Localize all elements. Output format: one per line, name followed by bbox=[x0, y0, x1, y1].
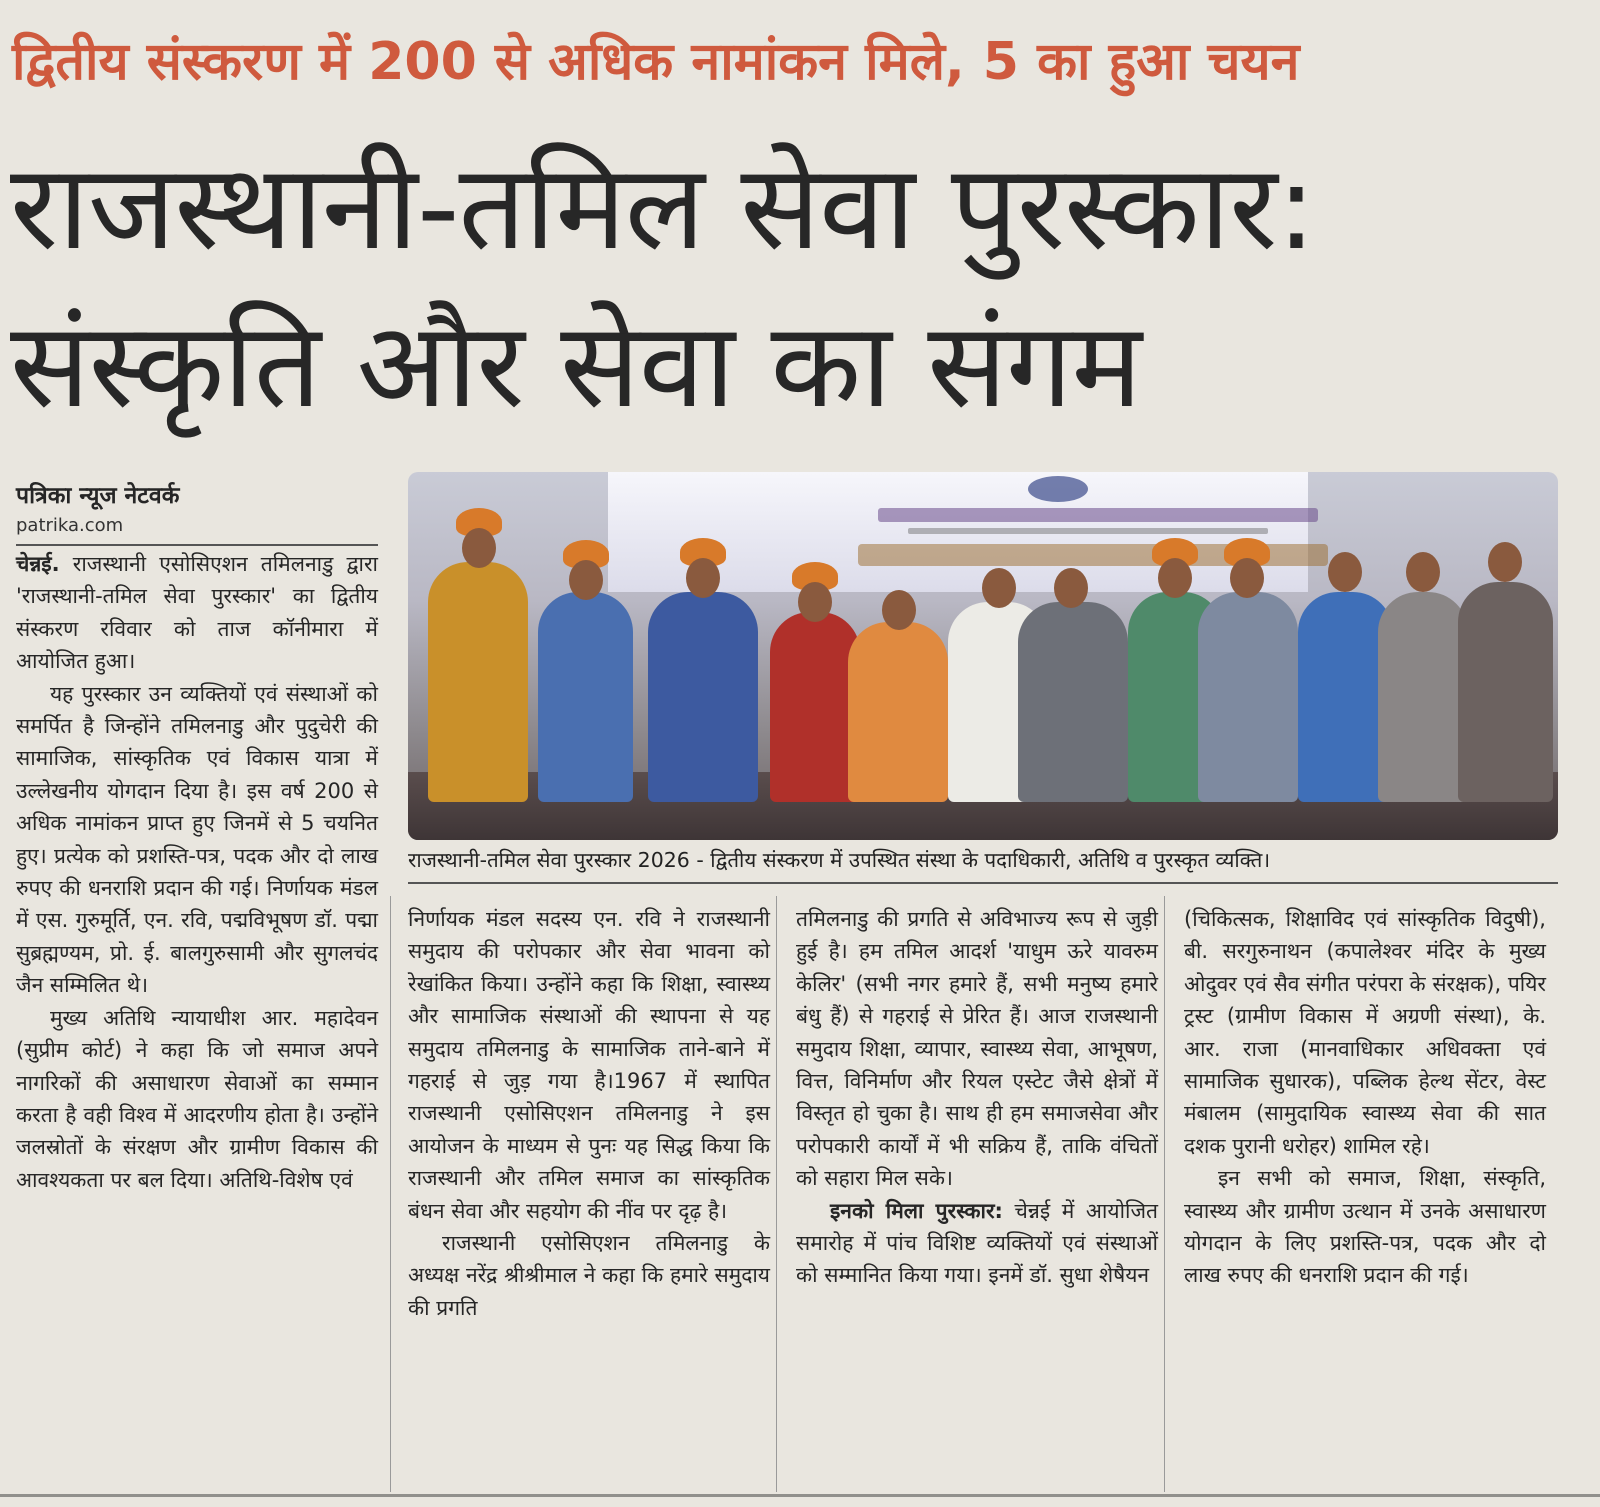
article-column-1 bbox=[16, 548, 378, 1196]
byline-agency: पत्रिका न्यूज नेटवर्क bbox=[16, 483, 180, 509]
attendee-figure bbox=[770, 612, 860, 802]
attendee-head bbox=[686, 558, 720, 598]
section-subhead: इनको मिला पुरस्कार: bbox=[830, 1198, 1003, 1223]
article-column-3 bbox=[796, 903, 1158, 1292]
column-1-paragraph-1 bbox=[16, 548, 378, 678]
attendee-figure bbox=[848, 622, 948, 802]
article-column-2 bbox=[408, 903, 770, 1324]
attendee-head bbox=[1488, 542, 1522, 582]
column-2-paragraph-1: निर्णायक मंडल सदस्य एन. रवि ने राजस्थानी समुदाय की परोपकार और सेवा भावना को रेखांकित किया। उन्होंने कहा कि शिक्षा, स्वास्थ्य और सामाजिक संस्थाओं की स्थापना से यह समुदाय तमिलनाडु के सामाजिक ताने-बाने में गहराई से जुड़ गया है।1967 में स्थापित राजस्थानी एसोसिएशन तमिलनाडु ने इस आयोजन के माध्यम से पुनः यह सिद्ध किया कि राजस्थानी और तमिल समाज का सांस्कृतिक बंधन सेवा और सहयोग की नींव पर दृढ़ है। bbox=[408, 907, 770, 1223]
attendee-figure bbox=[1018, 602, 1128, 802]
attendee-figure bbox=[428, 562, 528, 802]
column-1-paragraph-3: मुख्य अतिथि न्यायाधीश आर. महादेवन (सुप्रीम कोर्ट) ने कहा कि जो समाज अपने नागरिकों की असाधारण सेवाओं का सम्मान करता है वही विश्व में आदरणीय होता है। उन्होंने जलस्रोतों के संरक्षण और ग्रामीण विकास की आवश्यकता पर बल दिया। अतिथि-विशेष एवं bbox=[16, 1005, 378, 1192]
attendee-head bbox=[1406, 552, 1440, 592]
attendee-head bbox=[1328, 552, 1362, 592]
photo-caption: राजस्थानी-तमिल सेवा पुरस्कार 2026 - द्वितीय संस्करण में उपस्थित संस्था के पदाधिकारी, अतिथि व पुरस्कृत व्यक्ति। bbox=[408, 848, 1271, 872]
attendee-head bbox=[798, 582, 832, 622]
attendee-figure bbox=[1458, 582, 1553, 802]
byline-divider bbox=[16, 544, 378, 546]
headline-line-1: राजस्थानी-तमिल सेवा पुरस्कार: bbox=[10, 138, 1316, 276]
column-3-paragraph-1: तमिलनाडु की प्रगति से अविभाज्य रूप से जुड़ी हुई है। हम तमिल आदर्श 'याधुम ऊरे यावरुम केलिर' (सभी नगर हमारे हैं, सभी मनुष्य हमारे बंधु हैं) से गहराई से प्रेरित हैं। आज राजस्थानी समुदाय शिक्षा, व्यापार, स्वास्थ्य सेवा, आभूषण, वित्त, विनिर्माण और रियल एस्टेट जैसे क्षेत्रों में विस्तृत हो चुका है। साथ ही हम समाजसेवा और परोपकारी कार्यों में भी सक्रिय हैं, ताकि वंचितों को सहारा मिल सके। bbox=[796, 907, 1158, 1191]
event-photo bbox=[408, 472, 1558, 840]
column-divider bbox=[776, 896, 777, 1492]
attendee-head bbox=[462, 528, 496, 568]
association-logo-icon bbox=[1028, 476, 1088, 502]
attendee-head bbox=[1230, 558, 1264, 598]
column-3-paragraph-2-text: चेन्नई में आयोजित समारोह में पांच विशिष्ट व्यक्तियों एवं संस्थाओं को सम्मानित किया गया। इनमें डॉ. सुधा शेषैयन bbox=[796, 1198, 1158, 1288]
attendee-figure bbox=[1198, 592, 1298, 802]
byline-site: patrika.com bbox=[16, 515, 124, 536]
caption-divider bbox=[408, 882, 1558, 884]
page-bottom-edge bbox=[0, 1494, 1600, 1497]
attendee-head bbox=[1054, 568, 1088, 608]
attendee-head bbox=[1158, 558, 1192, 598]
attendee-figure bbox=[648, 592, 758, 802]
column-4-paragraph-2: इन सभी को समाज, शिक्षा, संस्कृति, स्वास्थ्य और ग्रामीण उत्थान में उनके असाधारण योगदान के लिए प्रशस्ति-पत्र, पदक और दो लाख रुपए की धनराशि प्रदान की गई। bbox=[1184, 1166, 1546, 1288]
attendee-head bbox=[569, 560, 603, 600]
column-divider bbox=[1164, 896, 1165, 1492]
attendee-figure bbox=[1378, 592, 1468, 802]
headline-line-2: संस्कृति और सेवा का संगम bbox=[10, 296, 1142, 434]
column-3-paragraph-2 bbox=[796, 1195, 1158, 1292]
kicker-headline: द्वितीय संस्करण में 200 से अधिक नामांकन मिले, 5 का हुआ चयन bbox=[12, 32, 1300, 92]
banner-title-text bbox=[878, 508, 1318, 522]
dateline: चेन्नई. bbox=[16, 552, 60, 576]
column-divider bbox=[390, 896, 391, 1492]
column-2-paragraph-2: राजस्थानी एसोसिएशन तमिलनाडु के अध्यक्ष नरेंद्र श्रीश्रीमाल ने कहा कि हमारे समुदाय की प्रगति bbox=[408, 1231, 770, 1320]
attendee-head bbox=[882, 590, 916, 630]
column-1-paragraph-2: यह पुरस्कार उन व्यक्तियों एवं संस्थाओं को समर्पित है जिन्होंने तमिलनाडु और पुदुचेरी की सामाजिक, सांस्कृतिक एवं विकास यात्रा में उल्लेखनीय योगदान दिया है। इस वर्ष 200 से अधिक नामांकन प्राप्त हुए जिनमें से 5 चयनित हुए। प्रत्येक को प्रशस्ति-पत्र, पदक और दो लाख रुपए की धनराशि प्रदान की गई। निर्णायक मंडल में एस. गुरुमूर्ति, एन. रवि, पद्मविभूषण डॉ. पद्मा सुब्रह्मण्यम, प्रो. ई. बालगुरुसामी और सुगलचंद जैन सम्मिलित थे। bbox=[16, 681, 378, 998]
article-column-4 bbox=[1184, 903, 1546, 1292]
column-4-paragraph-1: (चिकित्सक, शिक्षाविद एवं सांस्कृतिक विदुषी), बी. सरगुरुनाथन (कपालेश्वर मंदिर के मुख्य ओदुवर एवं सैव संगीत परंपरा के संरक्षक), पयिर ट्रस्ट (ग्रामीण विकास में अग्रणी संस्था), के. आर. राजा (मानवाधिकार अधिवक्ता एवं सामाजिक सुधारक), पब्लिक हेल्थ सेंटर, वेस्ट मंबालम (सामुदायिक स्वास्थ्य सेवा की सात दशक पुरानी धरोहर) शामिल रहे। bbox=[1184, 907, 1546, 1158]
attendee-head bbox=[982, 568, 1016, 608]
banner-registration-text bbox=[908, 528, 1268, 534]
column-1-paragraph-1-text: राजस्थानी एसोसिएशन तमिलनाडु द्वारा 'राजस्थानी-तमिल सेवा पुरस्कार' का द्वितीय संस्करण रविवार को ताज कॉनीमारा में आयोजित हुआ। bbox=[16, 552, 378, 674]
attendee-figure bbox=[538, 592, 633, 802]
